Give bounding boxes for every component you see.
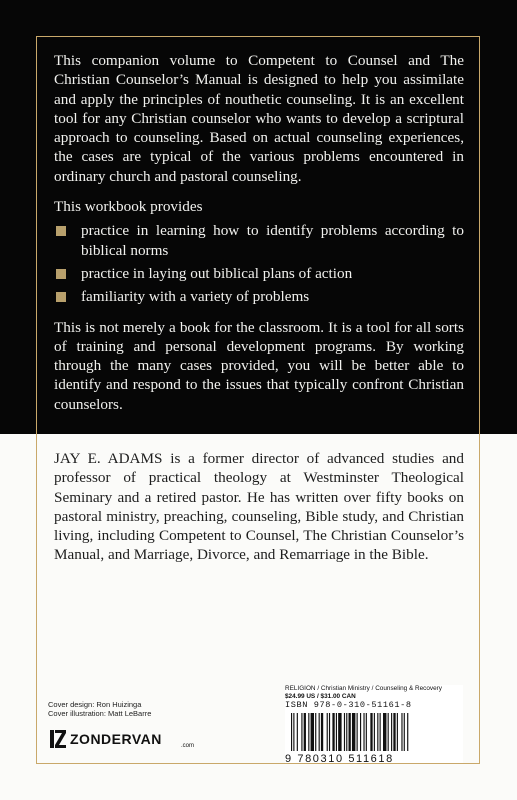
zondervan-logo-icon — [50, 729, 66, 749]
back-cover-blurb — [54, 51, 464, 414]
barcode-icon — [289, 713, 459, 753]
barcode-number: 9 780310 511618 — [285, 753, 394, 765]
blurb-provides-heading: This workbook provides — [54, 198, 203, 216]
cover-illustration-credit: Cover illustration: Matt LeBarre — [48, 709, 152, 718]
list-item — [54, 264, 464, 283]
isbn-text: ISBN 978-0-310-51161-8 — [285, 700, 412, 710]
list-item — [54, 221, 464, 260]
publisher-suffix: .com — [181, 743, 195, 749]
publisher-name: ZONDERVAN — [70, 731, 162, 747]
book-category: RELIGION / Christian Ministry / Counseling & Recovery — [285, 685, 442, 692]
bullet-text: familiarity with a variety of problems — [81, 288, 310, 306]
barcode-panel — [285, 685, 463, 763]
bullet-text: practice in laying out biblical plans of action — [81, 264, 353, 282]
square-bullet-icon — [56, 226, 66, 236]
cover-credits — [48, 700, 151, 718]
blurb-closing: This is not merely a book for the classroom. It is a tool for all sorts of training and personal development programs. By working through the many cases provided, you will be better able to identify and respond to the issues that typically confront Christian counselors. — [54, 318, 464, 413]
publisher-logo — [50, 728, 195, 750]
square-bullet-icon — [56, 292, 66, 302]
list-item — [54, 287, 464, 306]
author-bio: JAY E. ADAMS is a former director of advanced studies and professor of practical theology at Westminster Theological Seminary and a retired pastor. He has written over fifty books on pastoral ministry, preaching, counseling, Bible study, and Christian living, including Competent to Counsel, The Christian Counselor’s Manual, and Marriage, Divorce, and Remarriage in the Bible. — [54, 450, 464, 564]
bullet-text: practice in learning how to identify problems according to biblical norms — [81, 222, 464, 259]
square-bullet-icon — [56, 269, 66, 279]
cover-design-credit: Cover design: Ron Huizinga — [48, 700, 142, 709]
blurb-intro: This companion volume to Competent to Counsel and The Christian Counselor’s Manual is designed to help you assimilate and apply the principles of nouthetic counseling. It is an excellent tool for any Christian counselor who wants to develop a scriptural approach to counseling. Based on actual counseling experiences, the cases are typical of the various problems encountered in ordinary church and pastoral counseling. — [54, 52, 464, 185]
book-price: $24.99 US / $31.00 CAN — [285, 693, 356, 700]
blurb-bullet-list — [54, 221, 464, 306]
